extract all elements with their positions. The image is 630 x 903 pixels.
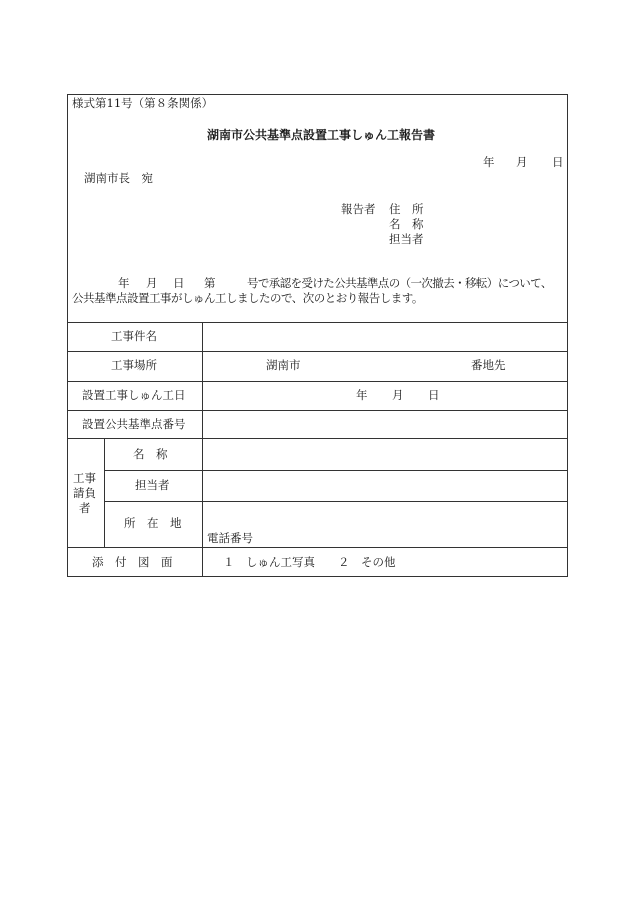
addressee: 湖南市長 宛 [84,171,153,185]
label-project-name: 工事件名 [111,329,157,343]
reporter-person-label: 担当者 [389,232,424,246]
body-year: 年 [118,276,130,290]
date-month-label: 月 [516,155,528,169]
completion-month: 月 [392,388,404,402]
row-divider [67,438,568,439]
completion-year: 年 [356,388,368,402]
reporter-address-label: 住 所 [389,202,424,216]
row-divider [104,470,568,471]
label-contractor-person: 担当者 [135,478,170,492]
column-divider [202,322,203,577]
location-city: 湖南市 [266,358,301,372]
label-benchmark-number: 設置公共基準点番号 [82,417,186,431]
table-top-line [67,322,568,323]
row-divider [67,547,568,548]
style-number: 様式第11号（第８条関係） [72,96,214,110]
date-year-label: 年 [483,155,495,169]
label-contractor-2: 請負 [73,486,96,500]
body-month: 月 [146,276,158,290]
row-divider [67,410,568,411]
date-day-label: 日 [552,155,564,169]
reporter-label: 報告者 [341,202,376,216]
row-divider [104,501,568,502]
label-contractor-3: 者 [79,501,91,515]
contractor-phone-label: 電話番号 [207,531,253,545]
label-contractor-name: 名 称 [133,447,168,461]
row-divider [67,351,568,352]
attachments-value: １ しゅん工写真 ２ その他 [223,555,396,569]
form-title: 湖南市公共基準点設置工事しゅん工報告書 [207,128,436,142]
body-text-line1: 号で承認を受けた公共基準点の（一次撤去・移転）について、 [247,276,552,290]
body-text-line2: 公共基準点設置工事がしゅん工しましたので、次のとおり報告します。 [72,291,423,305]
label-attachments: 添 付 図 面 [92,555,173,569]
location-suffix: 番地先 [471,358,506,372]
label-contractor-address: 所 在 地 [124,516,182,530]
completion-day: 日 [428,388,440,402]
label-completion-date: 設置工事しゅん工日 [82,388,186,402]
row-divider [67,381,568,382]
body-day: 日 [173,276,185,290]
label-contractor-1: 工事 [73,471,96,485]
body-dai: 第 [204,276,216,290]
label-location: 工事場所 [111,358,157,372]
column-divider [104,438,105,547]
reporter-name-label: 名 称 [389,217,424,231]
